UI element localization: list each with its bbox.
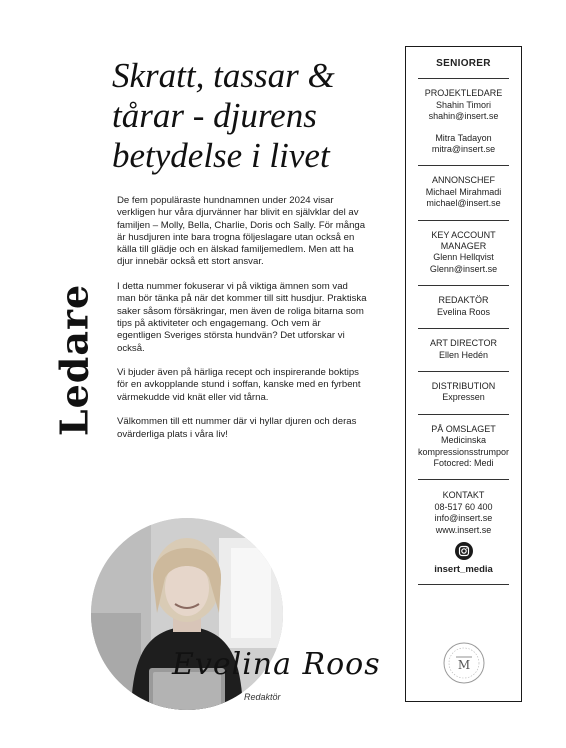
person-name: Expressen — [442, 392, 485, 403]
cover-text: kompressionsstrumpor — [418, 446, 510, 457]
role-label: MANAGER — [440, 241, 487, 252]
masthead-key-account — [418, 221, 509, 287]
person-email: mitra@insert.se — [431, 144, 496, 155]
masthead-divider — [418, 584, 509, 585]
publisher-seal-icon — [442, 641, 486, 685]
article-paragraph: Välkommen till ett nummer där vi hyllar djuren och deras ovärderliga plats i våra liv! — [117, 416, 357, 440]
social-handle: insert_media — [434, 563, 493, 575]
article-paragraph: I detta nummer fokuserar vi på viktiga ämnen som vad man bör tänka på när det kommer till sitt husdjur. Praktiska saker såsom försäkringar, men även de roliga bitarna som tips på aktiviteter och engagemang. Och vem är egentligen Sveriges största hundvän? Det utforskar vi också. — [117, 281, 367, 354]
masthead-contact — [418, 480, 509, 575]
section-title-text: Ledare — [51, 283, 97, 437]
role-label: PÅ OMSLAGET — [431, 423, 496, 434]
person-email: Glenn@insert.se — [429, 263, 498, 274]
article-paragraph: Vi bjuder även på härliga recept och inspirerande boktips för en avkopplande stund i soffan, kanske med en fyrbent värmekudde vid knät eller vid tårna. — [117, 367, 361, 403]
cover-text: Fotocred: Medi — [433, 457, 494, 468]
person-email: michael@insert.se — [426, 198, 501, 209]
role-label: KEY ACCOUNT — [431, 229, 496, 240]
contact-phone: 08-517 60 400 — [434, 501, 493, 512]
social-link[interactable] — [418, 542, 509, 575]
article-body — [117, 195, 367, 453]
masthead-editor — [418, 286, 509, 329]
masthead-art-director — [418, 329, 509, 372]
role-label: ANNONSCHEF — [431, 175, 495, 186]
role-label: REDAKTÖR — [438, 295, 489, 306]
contact-email: info@insert.se — [434, 513, 493, 524]
cover-text: Medicinska — [440, 435, 487, 446]
person-email: shahin@insert.se — [428, 111, 499, 122]
article-headline: Skratt, tassar & tårar - djurens betydelse i livet — [112, 56, 335, 175]
masthead-box — [405, 46, 522, 702]
masthead-title: SENIORER — [418, 47, 509, 79]
person-name: Glenn Hellqvist — [433, 252, 494, 263]
masthead-distribution — [418, 372, 509, 415]
masthead-ad-manager — [418, 166, 509, 220]
signature-role: Redaktör — [244, 692, 281, 702]
contact-web: www.insert.se — [435, 524, 492, 535]
masthead-project-managers — [418, 79, 509, 166]
person-name: Ellen Hedén — [438, 349, 489, 360]
masthead-cover — [418, 415, 509, 481]
seal-monogram: M — [457, 658, 471, 672]
article-paragraph: De fem populäraste hundnamnen under 2024 visar verkligen hur våra djurvänner har blivit en självklar del av familjen – Molly, Bella, Charlie, Doris och Sally. För många är husdjuren inte bara trogna följeslagare utan också en källa till glädje och en älskad familjemedlem. Men att ha djur innebär också ett stort ansvar. — [117, 195, 366, 268]
person-name: Evelina Roos — [436, 306, 491, 317]
person-name: Michael Mirahmadi — [425, 186, 502, 197]
role-label: PROJEKTLEDARE — [424, 88, 503, 99]
role-label: DISTRIBUTION — [431, 380, 496, 391]
person-name: Mitra Tadayon — [435, 132, 492, 143]
section-title — [44, 285, 104, 435]
editor-signature: Evelina Roos — [172, 647, 381, 682]
role-label: ART DIRECTOR — [429, 338, 497, 349]
role-label: KONTAKT — [442, 490, 485, 501]
person-name: Shahin Timori — [435, 99, 492, 110]
instagram-icon — [455, 542, 473, 560]
